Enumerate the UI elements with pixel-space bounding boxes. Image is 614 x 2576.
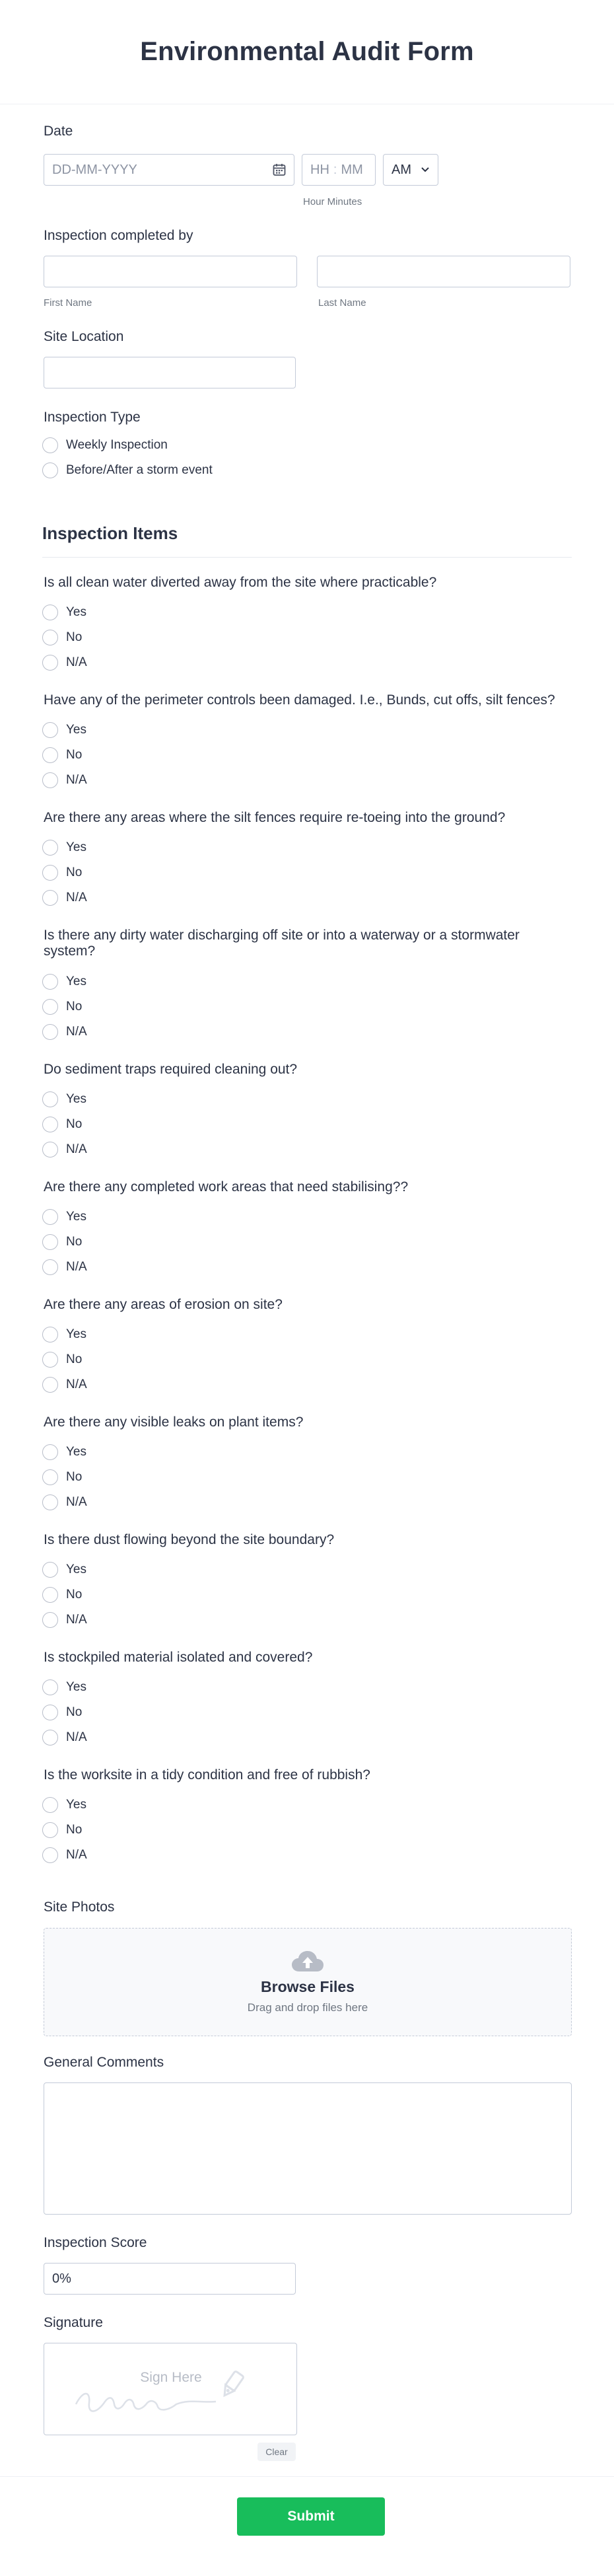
answer-option-yes[interactable] [42, 840, 86, 856]
radio-button[interactable] [42, 974, 58, 990]
question-label: Is there dust flowing beyond the site boundary? [44, 1532, 335, 1547]
last-name-sublabel: Last Name [318, 297, 366, 309]
browse-files-label[interactable]: Browse Files [261, 1977, 355, 1995]
radio-button[interactable] [42, 1679, 58, 1695]
answer-option-na[interactable] [42, 1847, 87, 1863]
radio-label: Before/After a storm event [66, 463, 213, 477]
form-header [0, 0, 614, 104]
radio-button[interactable] [42, 462, 58, 478]
answer-option-yes[interactable] [42, 1091, 86, 1107]
radio-button[interactable] [42, 1234, 58, 1250]
signature-pen-icon [44, 2343, 298, 2436]
radio-button[interactable] [42, 1822, 58, 1838]
answer-option-na[interactable] [42, 1142, 87, 1158]
time-sublabel: Hour Minutes [303, 196, 362, 207]
radio-label: N/A [66, 655, 87, 669]
inspection-items-title: Inspection Items [42, 523, 178, 543]
radio-label: Yes [66, 1798, 86, 1812]
radio-button[interactable] [42, 437, 58, 453]
radio-button[interactable] [42, 1444, 58, 1460]
radio-label: N/A [66, 1613, 87, 1627]
radio-label: N/A [66, 773, 87, 787]
answer-option-na[interactable] [42, 1024, 87, 1040]
question-label: Is stockpiled material isolated and covered? [44, 1650, 313, 1665]
radio-button[interactable] [42, 1024, 58, 1040]
date-label: Date [44, 124, 73, 139]
radio-button[interactable] [42, 1377, 58, 1393]
site-location-input[interactable] [44, 357, 296, 388]
answer-option-na[interactable] [42, 1612, 87, 1628]
inspector-label: Inspection completed by [44, 228, 193, 243]
radio-button[interactable] [42, 1797, 58, 1813]
first-name-input[interactable] [44, 256, 297, 287]
answer-option-no[interactable] [42, 1587, 82, 1603]
radio-label: No [66, 1117, 83, 1131]
question-label: Are there any areas of erosion on site? [44, 1297, 283, 1312]
radio-button[interactable] [42, 1091, 58, 1107]
submit-button[interactable]: Submit [237, 2497, 385, 2536]
site-location-label: Site Location [44, 329, 124, 344]
section-divider [42, 557, 572, 558]
question-label: Are there any visible leaks on plant items? [44, 1415, 304, 1430]
answer-option-yes[interactable] [42, 1562, 86, 1578]
radio-button[interactable] [42, 865, 58, 881]
radio-button[interactable] [42, 630, 58, 645]
radio-label: Yes [66, 840, 86, 854]
hour-placeholder: HH [310, 162, 329, 177]
radio-label: Yes [66, 1680, 86, 1694]
radio-button[interactable] [42, 999, 58, 1015]
answer-option-yes[interactable] [42, 1327, 86, 1343]
radio-button[interactable] [42, 840, 58, 856]
radio-label: No [66, 1470, 83, 1484]
radio-label: N/A [66, 1378, 87, 1391]
answer-option-no[interactable] [42, 1117, 82, 1132]
signature-label: Signature [44, 2315, 103, 2330]
radio-label: No [66, 748, 83, 762]
inspection-type-option-weekly[interactable] [42, 437, 168, 453]
radio-button[interactable] [42, 1352, 58, 1368]
radio-label: Yes [66, 1563, 86, 1576]
date-input[interactable] [44, 154, 294, 186]
question-label: Is all clean water diverted away from the site where practicable? [44, 575, 437, 590]
signature-pad[interactable] [44, 2343, 297, 2435]
ampm-select[interactable] [383, 154, 438, 186]
radio-button[interactable] [42, 1587, 58, 1603]
radio-button[interactable] [42, 1209, 58, 1225]
last-name-input[interactable] [317, 256, 570, 287]
time-separator: : [333, 162, 337, 177]
radio-button[interactable] [42, 1142, 58, 1158]
answer-option-na[interactable] [42, 1494, 87, 1510]
radio-button[interactable] [42, 605, 58, 620]
radio-label: No [66, 1823, 83, 1837]
radio-label: No [66, 865, 83, 879]
general-comments-textarea[interactable] [44, 2082, 572, 2215]
inspection-type-option-storm[interactable] [42, 462, 213, 478]
radio-button[interactable] [42, 1705, 58, 1720]
clear-signature-button[interactable]: Clear [257, 2443, 296, 2461]
question-label: Do sediment traps required cleaning out? [44, 1062, 298, 1077]
inspection-score-field [44, 2263, 296, 2295]
calendar-icon[interactable] [273, 163, 286, 176]
radio-button[interactable] [42, 1612, 58, 1628]
radio-button[interactable] [42, 1730, 58, 1746]
radio-label: N/A [66, 1848, 87, 1862]
cloud-upload-icon [291, 1950, 324, 1973]
answer-option-no[interactable] [42, 1705, 82, 1720]
radio-label: Yes [66, 1327, 86, 1341]
radio-label: No [66, 1235, 83, 1249]
radio-button[interactable] [42, 1117, 58, 1132]
signature-placeholder: Sign Here [140, 2370, 202, 2385]
answer-option-na[interactable] [42, 655, 87, 671]
form-title: Environmental Audit Form [140, 37, 474, 66]
radio-label: N/A [66, 1730, 87, 1744]
question-label: Are there any completed work areas that need stabilising?? [44, 1179, 409, 1195]
radio-label: Yes [66, 975, 86, 988]
answer-option-na[interactable] [42, 1730, 87, 1746]
radio-label: No [66, 630, 83, 644]
radio-label: No [66, 1000, 83, 1013]
answer-option-yes[interactable] [42, 974, 86, 990]
radio-label: N/A [66, 1025, 87, 1039]
answer-option-no[interactable] [42, 865, 82, 881]
radio-label: Yes [66, 1445, 86, 1459]
radio-label: Yes [66, 1092, 86, 1106]
radio-label: Yes [66, 1210, 86, 1224]
answer-option-yes[interactable] [42, 605, 86, 620]
answer-option-yes[interactable] [42, 722, 86, 738]
minute-placeholder: MM [341, 162, 363, 177]
radio-button[interactable] [42, 1562, 58, 1578]
radio-button[interactable] [42, 1259, 58, 1275]
inspection-score-value: 0% [52, 2271, 71, 2286]
radio-label: No [66, 1705, 83, 1719]
answer-option-yes[interactable] [42, 1209, 86, 1225]
question-label: Have any of the perimeter controls been damaged. I.e., Bunds, cut offs, silt fences? [44, 692, 555, 708]
radio-label: N/A [66, 1260, 87, 1274]
answer-option-na[interactable] [42, 1377, 87, 1393]
radio-label: No [66, 1588, 83, 1601]
radio-button[interactable] [42, 772, 58, 788]
question-label: Is the worksite in a tidy condition and free of rubbish? [44, 1767, 370, 1783]
radio-button[interactable] [42, 1847, 58, 1863]
radio-button[interactable] [42, 747, 58, 763]
radio-label: Yes [66, 723, 86, 737]
time-input[interactable] [302, 154, 376, 186]
answer-option-no[interactable] [42, 1352, 82, 1368]
radio-label: No [66, 1352, 83, 1366]
inspection-type-label: Inspection Type [44, 410, 141, 425]
answer-option-na[interactable] [42, 772, 87, 788]
answer-option-no[interactable] [42, 1234, 82, 1250]
radio-button[interactable] [42, 1327, 58, 1343]
answer-option-yes[interactable] [42, 1444, 86, 1460]
answer-option-no[interactable] [42, 999, 82, 1015]
answer-option-na[interactable] [42, 1259, 87, 1275]
date-placeholder: DD-MM-YYYY [52, 162, 137, 177]
answer-option-yes[interactable] [42, 1679, 86, 1695]
question-label: Is there any dirty water discharging off site or into a waterway or a stormwater system? [44, 928, 520, 959]
radio-button[interactable] [42, 1494, 58, 1510]
radio-button[interactable] [42, 890, 58, 906]
radio-label: Yes [66, 605, 86, 619]
radio-button[interactable] [42, 1469, 58, 1485]
radio-label: N/A [66, 891, 87, 904]
answer-option-no[interactable] [42, 1469, 82, 1485]
answer-option-na[interactable] [42, 890, 87, 906]
radio-button[interactable] [42, 655, 58, 671]
drag-drop-text: Drag and drop files here [247, 2001, 368, 2014]
general-comments-label: General Comments [44, 2055, 164, 2070]
chevron-down-icon [421, 166, 430, 173]
radio-label: Weekly Inspection [66, 438, 168, 452]
answer-option-no[interactable] [42, 747, 82, 763]
answer-option-yes[interactable] [42, 1797, 86, 1813]
question-label: Are there any areas where the silt fences require re-toeing into the ground? [44, 810, 506, 825]
file-upload-area[interactable] [44, 1928, 572, 2036]
radio-label: N/A [66, 1495, 87, 1509]
radio-button[interactable] [42, 722, 58, 738]
answer-option-no[interactable] [42, 630, 82, 645]
ampm-value: AM [392, 162, 411, 177]
site-photos-label: Site Photos [44, 1899, 115, 1915]
radio-label: N/A [66, 1142, 87, 1156]
inspection-score-label: Inspection Score [44, 2235, 147, 2250]
answer-option-no[interactable] [42, 1822, 82, 1838]
first-name-sublabel: First Name [44, 297, 92, 309]
